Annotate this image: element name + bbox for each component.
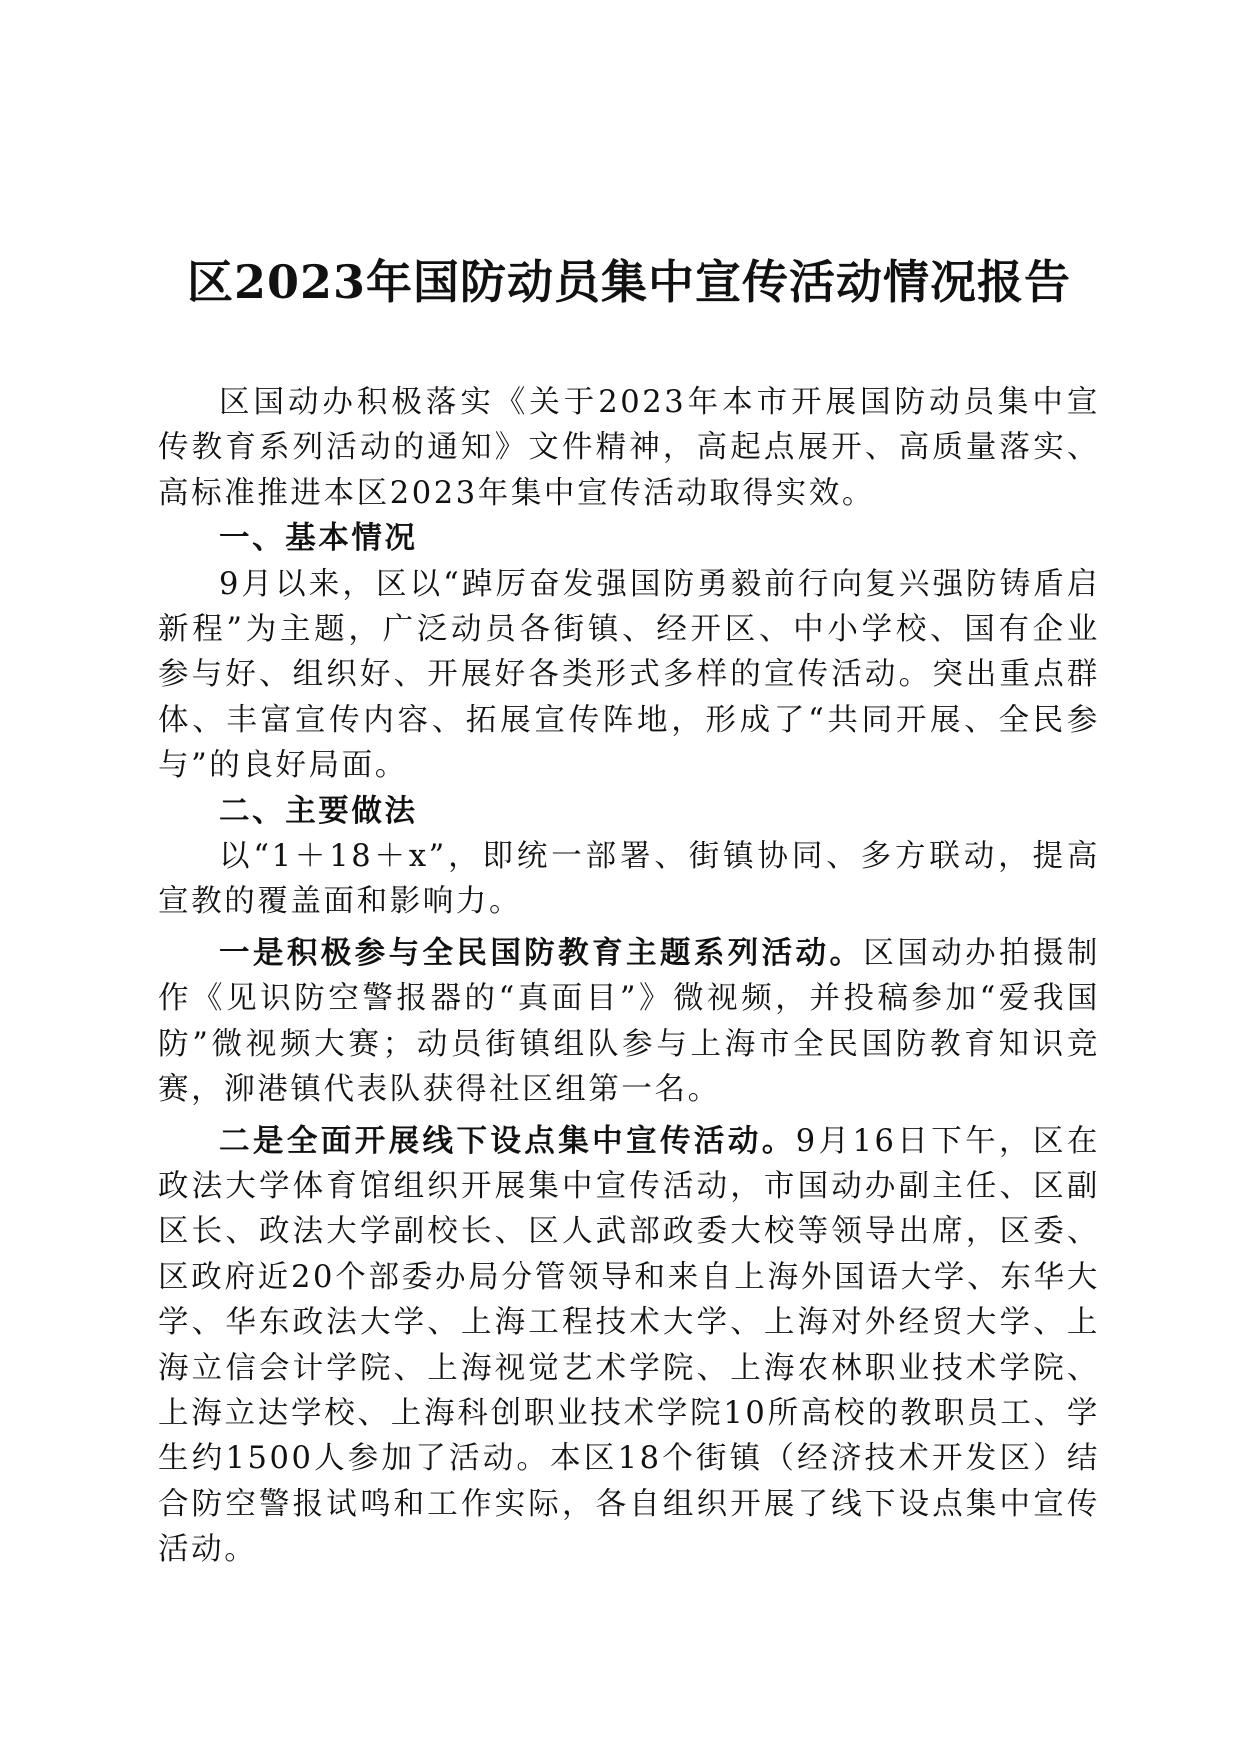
item-one-body: 区国动办拍摄制作《见识防空警报器的“真面目”》微视频，并投稿参加“爱我国防”微视频大赛；动员街镇组队参与上海市全民国防教育知识竞赛，泖港镇代表队获得社区组第一名。	[158, 935, 1100, 1108]
intro-paragraph: 区国动办积极落实《关于2023年本市开展国防动员集中宣传教育系列活动的通知》文件精神，高起点展开、高质量落实、高标准推进本区2023年集中宣传活动取得实效。	[158, 385, 1100, 511]
document-page	[158, 250, 1100, 1573]
item-two-paragraph	[158, 1119, 1100, 1573]
section-methods-paragraph: 以“1＋18＋x”，即统一部署、街镇协同、多方联动，提高宣教的覆盖面和影响力。	[158, 839, 1100, 920]
item-two-lead: 二是全面开展线下设点集中宣传活动。	[219, 1122, 796, 1159]
item-one-lead: 一是积极参与全民国防教育主题系列活动。	[219, 934, 864, 971]
item-one-paragraph	[158, 931, 1100, 1113]
document-title: 区2023年国防动员集中宣传活动情况报告	[186, 255, 1072, 309]
section-heading-basic: 一、基本情况	[219, 520, 418, 557]
item-two-body: 9月16日下午，区在政法大学体育馆组织开展集中宣传活动，市国动办副主任、区副区长、政法大学副校长、区人武部政委大校等领导出席，区委、区政府近20个部委办局分管领导和来自上海外国语大学、东华大学、华东政法大学、上海工程技术大学、上海对外经贸大学、上海立信会计学院、上海视觉艺术学院、上海农林职业技术学院、上海立达学校、上海科创职业技术学院10所高校的教职员工、学生约1500人参加了活动。本区18个街镇（经济技术开发区）结合防空警报试鸣和工作实际，各自组织开展了线下设点集中宣传活动。	[158, 1123, 1101, 1568]
section-basic-paragraph: 9月以来，区以“踔厉奋发强国防勇毅前行向复兴强防铸盾启新程”为主题，广泛动员各街镇、经开区、中小学校、国有企业参与好、组织好、开展好各类形式多样的宣传活动。突出重点群体、丰富宣传内容、拓展宣传阵地，形成了“共同开展、全民参与”的良好局面。	[158, 566, 1100, 784]
section-heading-methods: 二、主要做法	[219, 792, 418, 829]
